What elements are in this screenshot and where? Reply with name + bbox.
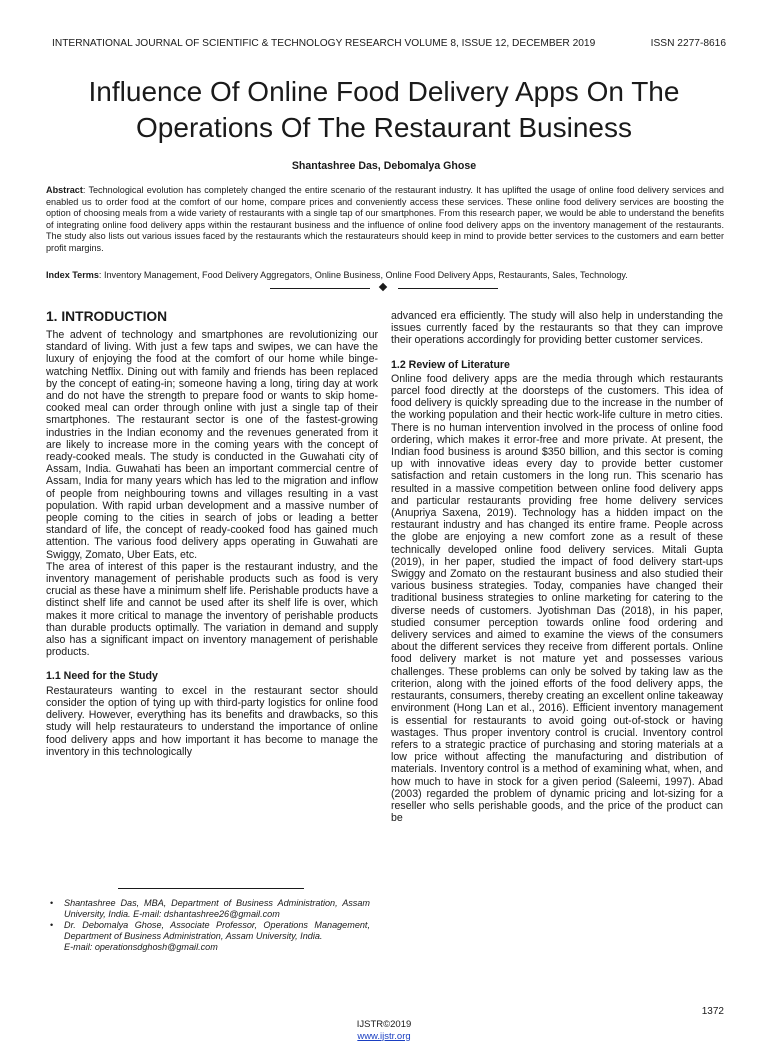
index-terms-text: : Inventory Management, Food Delivery Aggregators, Online Business, Online Food Delivery Apps, Restaurants, Sales, Technology.: [99, 270, 628, 280]
divider-line-right: [398, 288, 498, 289]
paper-title: Influence Of Online Food Delivery Apps On The Operations Of The Restaurant Business: [30, 74, 738, 146]
intro-paragraph-2: The area of interest of this paper is the restaurant industry, and the inventory management of perishable products such as food is very crucial as these have a minimum shelf life. Perishable products have a distinct shelf life and cannot be used after its shelf life is over, which makes it more critical to manage the inventory of perishable products than durable products optimally. The variation in demand and supply also has a significant impact on inventory management of perishable products.: [46, 561, 378, 659]
footnote-author-2: [50, 920, 370, 953]
footnote-text: Dr. Debomalya Ghose, Associate Professor, Operations Management, Department of Business Administration, Assam University, India.: [64, 920, 370, 941]
journal-header: INTERNATIONAL JOURNAL OF SCIENTIFIC & TECHNOLOGY RESEARCH VOLUME 8, ISSUE 12, DECEMBER 2019: [52, 38, 595, 49]
section-divider: [270, 288, 498, 289]
need-heading: 1.1 Need for the Study: [46, 670, 378, 682]
need-paragraph: Restaurateurs wanting to excel in the restaurant sector should consider the option of tying up with third-party logistics for online food delivery. However, everything has its benefits and drawbacks, so this study will help restaurateurs to understand the importance of online food delivery apps and how important it has become to manage the inventory in this technologically: [46, 685, 378, 758]
authors-line: Shantashree Das, Debomalya Ghose: [0, 160, 768, 172]
issn-label: ISSN 2277-8616: [651, 38, 726, 49]
footer-link[interactable]: www.ijstr.org: [0, 1031, 768, 1042]
spacer: [391, 347, 723, 359]
introduction-heading: 1. INTRODUCTION: [46, 309, 378, 325]
abstract: [46, 185, 724, 255]
index-terms-label: Index Terms: [46, 270, 99, 280]
intro-paragraph-1: The advent of technology and smartphones are revolutionizing our standard of living. With just a few taps and swipes, we can have the luxury of enjoying the food at the comfort of our home while binge-watching Netflix. Dining out with family and friends has been replaced by the concept of eating-in; someone having a long, tiring day at work and do not have the strength to prepare food or wants to skip home-cooked meal can order through online with just a single tap of their smartphones. The restaurant sector is one of the fastest-growing industries in the Indian economy and the revenues generated from it are likely to increase more in the coming years with the concept of ready-cooked meals. The study is conducted in the Guwahati city of Assam, India. Guwahati has been an important commercial centre of Assam, India for many years which has led to the migration and inflow of people from neighbouring towns and villages resulting in a vast population. With rapid urban development and a massive number of people coming to the cities in search of jobs or leading a better standard of life, the concept of ready-cooked food has gained much attention. The various food delivery apps operating in Guwahati are Swiggy, Zomato, Uber Eats, etc.: [46, 329, 378, 561]
left-column: [46, 309, 378, 758]
page-number: 1372: [702, 1006, 724, 1017]
running-header: [52, 38, 726, 52]
spacer: [46, 658, 378, 670]
review-paragraph: Online food delivery apps are the media through which restaurants parcel food directly at the doorsteps of the customers. This idea of food delivery is quickly spreading due to the increase in the number of the working population and their hectic work-life culture in metro cities. There is no human intervention involved in the process of online food ordering, which makes it error-free and more private. At present, the Indian food business is around $350 billion, and this sector is coming up with innovative ideas every day to provide better customer satisfaction and retain customers in the long run. This scenario has resulted in a massive competition between online food delivery apps and particular restaurants providing free home delivery services (Anupriya Saxena, 2019). Technology has a hidden impact on the restaurant industry and has changed its entire frame. People across the globe are enjoying a new comfort zone as a result of these technically developed online food delivery services. Mitali Gupta (2019), in her paper, studied the impact of food delivery start-ups Swiggy and Zomato on the restaurant business and also studied their various business strategies. Today, companies have changed their traditional business strategies to online marketing for catering to the diverse needs of customers. Jyotishman Das (2018), in his paper, studied consumer perception towards online food ordering and delivery services and aimed to examine the views of the consumers about the different services they receive from different portals. Online food delivery market is not mature yet and possesses various challenges. These problems can only be solved by taking law as the criterion, along with the joined efforts of the food delivery apps, the restaurants, consumers, thereby creating an excellent online takeaway environment (Hong Lan et al., 2016). Efficient inventory management is essential for restaurants to avoid going out-of-stock or having wastages. Thus proper inventory control is crucial. Inventory control refers to a strategic practice of purchasing and storing materials at a low price without affecting the manufacturing and distribution of materials. Inventory control is a method of examining what, when, and how much to have in stock for a given period (Saleemi, 1997). Abad (2003) regarded the problem of dynamic pricing and lot-sizing for a reseller who sells perishable goods, and the price of the product can be: [391, 373, 723, 825]
footnotes: [50, 898, 370, 953]
bullet-icon: •: [50, 920, 53, 931]
index-terms: [46, 270, 724, 282]
review-heading: 1.2 Review of Literature: [391, 359, 723, 371]
bullet-icon: •: [50, 898, 53, 909]
diamond-icon: [379, 283, 387, 291]
footnote-author-1: [50, 898, 370, 920]
divider-line-left: [270, 288, 370, 289]
footer-copyright: IJSTR©2019: [357, 1019, 412, 1030]
footnote-text: Shantashree Das, MBA, Department of Business Administration, Assam University, India. E-mail: dshantashree26@gmail.com: [64, 898, 370, 919]
abstract-label: Abstract: [46, 185, 83, 195]
need-paragraph-continued: advanced era efficiently. The study will also help in understanding the issues currently faced by the restaurants so that they can improve their operations accordingly for providing better customer services.: [391, 310, 723, 347]
page-footer: [0, 1019, 768, 1042]
footnote-email: E-mail: operationsdghosh@gmail.com: [64, 942, 218, 952]
right-column: [391, 310, 723, 824]
footnote-rule: [118, 888, 304, 889]
abstract-text: : Technological evolution has completely changed the entire scenario of the restaurant industry. It has uplifted the usage of online food delivery services and enabled us to order food at the comfort of our home, compare prices and conveniently access these services. These online food delivery services are boosting the option of choosing meals from a wide variety of restaurants with a single tap of our smartphones. From this research paper, we would be able to understand the benefits of integrating online food delivery apps within the restaurant business and the influence of online food delivery apps on the inventory management of the restaurants. The study also lists out various issues faced by the restaurants which the restaurateurs should keep in mind to provide better services to the customers and earn better profit margins.: [46, 185, 724, 253]
